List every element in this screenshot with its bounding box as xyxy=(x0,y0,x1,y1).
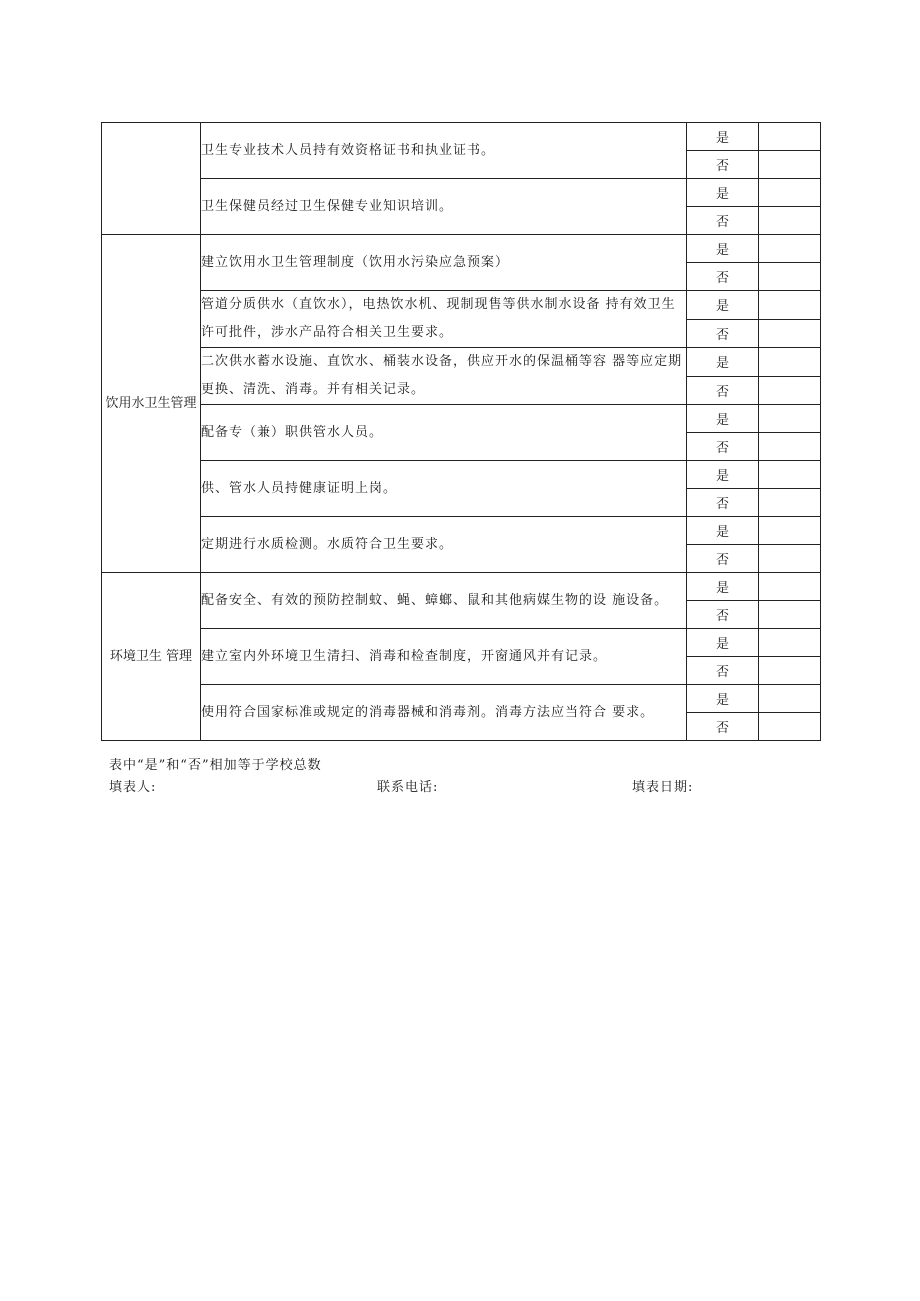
filler-label: 填表人: xyxy=(109,780,157,795)
no-count-cell[interactable] xyxy=(759,657,821,685)
option-yes-label: 是 xyxy=(687,291,759,320)
item-text: 定期进行水质检测。水质符合卫生要求。 xyxy=(201,517,687,573)
date-label: 填表日期: xyxy=(632,780,694,795)
option-yes-label: 是 xyxy=(687,573,759,601)
yes-count-cell[interactable] xyxy=(759,179,821,207)
table-row xyxy=(102,235,821,263)
option-no-label: 否 xyxy=(687,376,759,405)
table-row xyxy=(102,629,821,657)
table-row xyxy=(102,461,821,489)
no-count-cell[interactable] xyxy=(759,489,821,517)
option-yes-label: 是 xyxy=(687,517,759,545)
item-text: 管道分质供水（直饮水），电热饮水机、现制现售等供水制水设备 持有效卫生许可批件，涉水产品符合相关卫生要求。 xyxy=(201,291,687,348)
category-cell: 环境卫生 管理 xyxy=(102,573,201,741)
option-no-label: 否 xyxy=(687,601,759,629)
no-count-cell[interactable] xyxy=(759,433,821,461)
item-text: 使用符合国家标准或规定的消毒器械和消毒剂。消毒方法应当符合 要求。 xyxy=(201,685,687,741)
no-count-cell[interactable] xyxy=(759,319,821,348)
option-no-label: 否 xyxy=(687,489,759,517)
item-text: 卫生保健员经过卫生保健专业知识培训。 xyxy=(201,179,687,235)
table-row xyxy=(102,123,821,151)
no-count-cell[interactable] xyxy=(759,263,821,291)
option-no-label: 否 xyxy=(687,545,759,573)
option-no-label: 否 xyxy=(687,713,759,741)
table-row xyxy=(102,573,821,601)
option-no-label: 否 xyxy=(687,319,759,348)
no-count-cell[interactable] xyxy=(759,207,821,235)
yes-count-cell[interactable] xyxy=(759,405,821,433)
item-text: 建立室内外环境卫生清扫、消毒和检查制度，开窗通风并有记录。 xyxy=(201,629,687,685)
option-no-label: 否 xyxy=(687,433,759,461)
option-no-label: 否 xyxy=(687,263,759,291)
item-text: 供、管水人员持健康证明上岗。 xyxy=(201,461,687,517)
option-yes-label: 是 xyxy=(687,123,759,151)
inspection-table xyxy=(101,122,821,741)
no-count-cell[interactable] xyxy=(759,545,821,573)
table-row xyxy=(102,405,821,433)
option-yes-label: 是 xyxy=(687,685,759,713)
item-text: 建立饮用水卫生管理制度（饮用水污染应急预案） xyxy=(201,235,687,291)
option-no-label: 否 xyxy=(687,207,759,235)
yes-count-cell[interactable] xyxy=(759,685,821,713)
option-yes-label: 是 xyxy=(687,179,759,207)
yes-count-cell[interactable] xyxy=(759,629,821,657)
inspection-form xyxy=(101,122,821,741)
yes-count-cell[interactable] xyxy=(759,461,821,489)
yes-count-cell[interactable] xyxy=(759,348,821,377)
no-count-cell[interactable] xyxy=(759,151,821,179)
table-note: 表中“是”和“否”相加等于学校总数 xyxy=(109,758,322,773)
yes-count-cell[interactable] xyxy=(759,517,821,545)
table-row xyxy=(102,685,821,713)
phone-label: 联系电话: xyxy=(377,780,439,795)
item-text: 配备安全、有效的预防控制蚊、蝇、蟑螂、鼠和其他病媒生物的设 施设备。 xyxy=(201,573,687,629)
option-yes-label: 是 xyxy=(687,629,759,657)
table-row xyxy=(102,291,821,320)
item-text: 配备专（兼）职供管水人员。 xyxy=(201,405,687,461)
option-yes-label: 是 xyxy=(687,405,759,433)
option-no-label: 否 xyxy=(687,657,759,685)
no-count-cell[interactable] xyxy=(759,601,821,629)
yes-count-cell[interactable] xyxy=(759,573,821,601)
category-cell: 饮用水卫生管理 xyxy=(102,235,201,573)
table-row xyxy=(102,179,821,207)
option-yes-label: 是 xyxy=(687,461,759,489)
item-text: 卫生专业技术人员持有效资格证书和执业证书。 xyxy=(201,123,687,179)
option-no-label: 否 xyxy=(687,151,759,179)
yes-count-cell[interactable] xyxy=(759,123,821,151)
table-row xyxy=(102,517,821,545)
table-row xyxy=(102,348,821,377)
option-yes-label: 是 xyxy=(687,235,759,263)
no-count-cell[interactable] xyxy=(759,713,821,741)
no-count-cell[interactable] xyxy=(759,376,821,405)
yes-count-cell[interactable] xyxy=(759,291,821,320)
category-cell xyxy=(102,123,201,235)
option-yes-label: 是 xyxy=(687,348,759,377)
yes-count-cell[interactable] xyxy=(759,235,821,263)
item-text: 二次供水蓄水设施、直饮水、桶装水设备，供应开水的保温桶等容 器等应定期更换、清洗、消毒。并有相关记录。 xyxy=(201,348,687,405)
